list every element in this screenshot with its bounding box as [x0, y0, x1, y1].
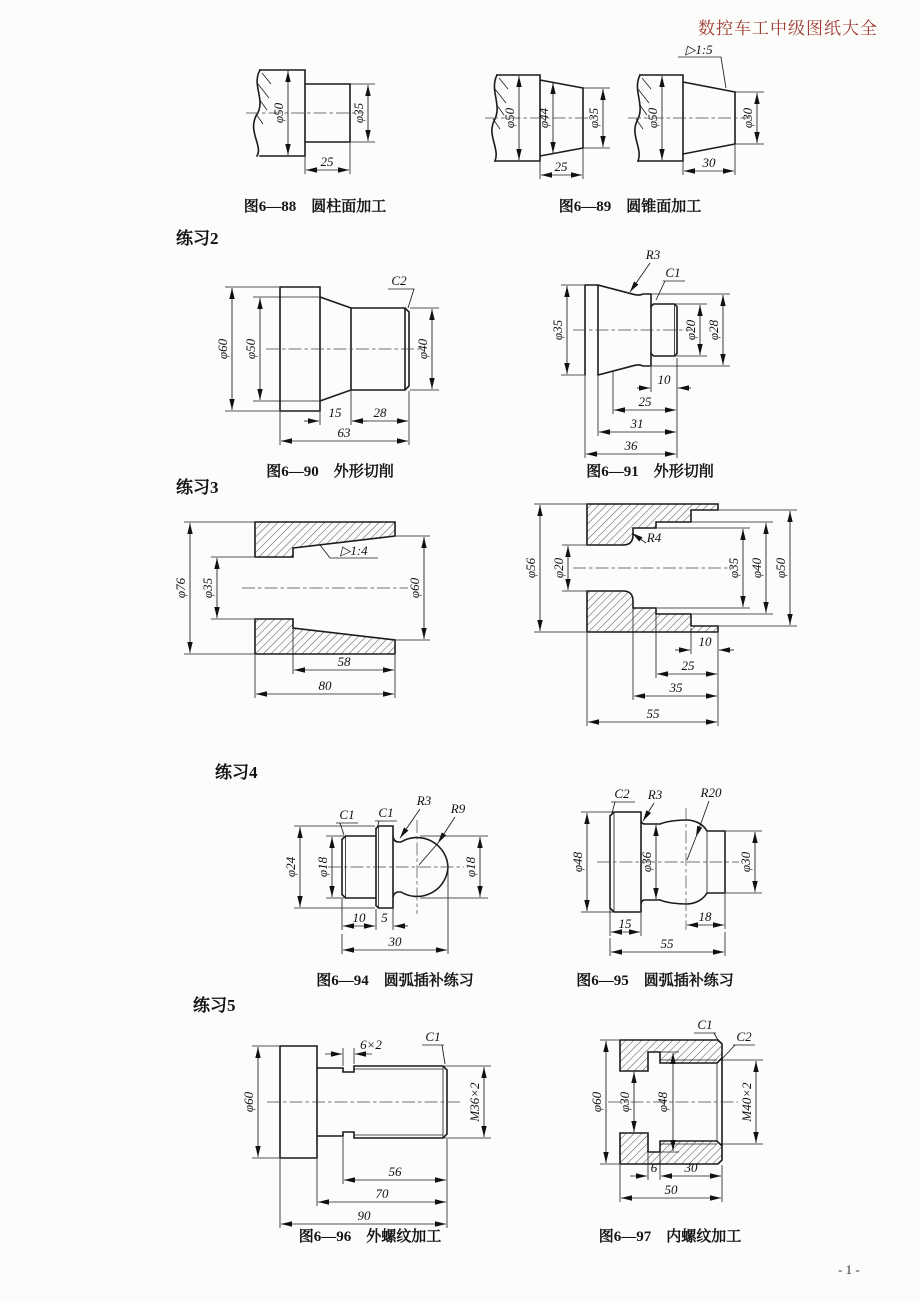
- dim-label: 10: [657, 372, 671, 387]
- figure-6-89-caption: 图6—89 圆锥面加工: [558, 199, 702, 215]
- dimensions: [570, 812, 762, 956]
- groove-note: [325, 1037, 382, 1066]
- dim-label: 15: [328, 405, 342, 420]
- chamfer-note-1: [336, 807, 358, 835]
- radius-label: R4: [646, 530, 662, 545]
- figure-6-89-right-drawing: [622, 38, 817, 203]
- page-title: 数控车工中级图纸大全: [698, 19, 878, 38]
- figure-6-96-drawing: [222, 1018, 522, 1230]
- fillet-note: [643, 787, 663, 821]
- taper-flag: [320, 543, 378, 558]
- dimensions: [283, 826, 488, 954]
- dim-label: φ18: [463, 856, 478, 878]
- sphere-note: [419, 801, 466, 865]
- chamfer-label: C1: [339, 807, 355, 822]
- chamfer-note: [422, 1029, 445, 1064]
- dim-label: φ20: [551, 557, 566, 579]
- figure-6-88-caption: 图6—88 圆柱面加工: [243, 199, 387, 215]
- dim-label: 15: [618, 916, 632, 931]
- dim-label: 25: [681, 658, 695, 673]
- dim-label: 25: [320, 154, 334, 169]
- dim-label: φ35: [586, 107, 601, 129]
- dim-label: φ60: [407, 577, 422, 599]
- dim-label: 25: [554, 159, 568, 174]
- fillet-note: [630, 247, 661, 292]
- dim-label: 30: [702, 155, 716, 170]
- dim-label: φ28: [706, 319, 721, 341]
- dim-label: 18: [698, 909, 712, 924]
- radius-label: R3: [416, 793, 432, 808]
- dim-label: φ35: [200, 577, 215, 599]
- dim-label: φ30: [740, 107, 755, 129]
- dimensions: [589, 1040, 763, 1202]
- dim-label: 36: [624, 438, 638, 453]
- dim-label: φ40: [749, 557, 764, 579]
- dim-label: φ20: [683, 319, 698, 341]
- dim-label: φ50: [271, 102, 286, 124]
- break-hatch: [256, 73, 271, 124]
- dim-label: 28: [373, 405, 387, 420]
- dimensions: [502, 76, 610, 179]
- dim-label: φ18: [315, 856, 330, 878]
- figure-6-91-drawing: [550, 247, 763, 463]
- dim-label: φ60: [589, 1091, 604, 1113]
- figure-6-90-drawing: [192, 263, 472, 463]
- dim-label: M40×2: [739, 1082, 754, 1122]
- chamfer-label: C1: [378, 805, 394, 820]
- groove-label: 6×2: [360, 1037, 382, 1052]
- dim-label: 10: [698, 634, 712, 649]
- dim-label: φ50: [243, 338, 258, 360]
- dim-label: 35: [669, 680, 683, 695]
- dim-label: φ48: [570, 851, 585, 873]
- sphere-note: [687, 785, 722, 860]
- fillet-note: [400, 793, 432, 838]
- dim-label: 30: [684, 1160, 698, 1175]
- dim-label: φ36: [639, 851, 654, 873]
- dim-label: 30: [388, 934, 402, 949]
- hatch-top: [620, 1040, 722, 1071]
- exercise-3-right-drawing: [518, 492, 818, 737]
- taper-label: ▷1:5: [685, 42, 713, 57]
- dim-label: φ50: [773, 557, 788, 579]
- hatch-bottom: [620, 1133, 722, 1164]
- dim-label: 5: [381, 910, 388, 925]
- chamfer-note-inner: [721, 1029, 755, 1060]
- page-number: - 1 -: [838, 1262, 860, 1277]
- figure-6-90-caption: 图6—90 外形切削: [266, 464, 394, 480]
- dimensions: [645, 76, 764, 175]
- chamfer-label: C1: [665, 265, 681, 280]
- exercise-5-label: 练习5: [193, 996, 236, 1015]
- dim-label: 31: [630, 416, 644, 431]
- chamfer-label: C2: [736, 1029, 752, 1044]
- figure-6-95-drawing: [555, 780, 805, 965]
- dim-label: φ44: [536, 107, 551, 129]
- radius-label: R3: [645, 247, 661, 262]
- radius-label: R9: [450, 801, 466, 816]
- taper-label: ▷1:4: [340, 543, 368, 558]
- dim-label: 90: [357, 1208, 371, 1223]
- chamfer-note: [611, 786, 635, 813]
- dim-label: φ50: [645, 107, 660, 129]
- chamfer-note-2: [375, 805, 397, 827]
- fillet-note: [632, 530, 662, 545]
- dim-label: M36×2: [467, 1082, 482, 1122]
- dimensions: [241, 1046, 491, 1228]
- figure-6-88-drawing: [230, 58, 430, 188]
- chamfer-label: C1: [697, 1017, 713, 1032]
- dim-label: φ60: [215, 338, 230, 360]
- dim-label: 55: [646, 706, 660, 721]
- figure-6-94-drawing: [248, 782, 508, 967]
- exercise-3-label: 练习3: [176, 478, 219, 497]
- dim-label: φ76: [173, 577, 188, 599]
- exercise-3-left-drawing: [162, 498, 452, 713]
- chamfer-label: C2: [614, 786, 630, 801]
- dim-label: 10: [352, 910, 366, 925]
- chamfer-note: [388, 273, 414, 308]
- dim-label: φ56: [523, 557, 538, 579]
- dim-label: 50: [664, 1182, 678, 1197]
- dim-label: φ35: [351, 102, 366, 124]
- taper-flag: [678, 42, 726, 88]
- radius-label: R3: [647, 787, 663, 802]
- figure-6-97-caption: 图6—97 内螺纹加工: [598, 1229, 742, 1245]
- dim-label: 80: [318, 678, 332, 693]
- dim-label: 25: [638, 394, 652, 409]
- dim-label: φ50: [502, 107, 517, 129]
- hatch-bottom: [255, 619, 395, 654]
- dim-label: φ40: [415, 338, 430, 360]
- figure-6-96-caption: 图6—96 外螺纹加工: [298, 1229, 442, 1245]
- radius-label: R20: [700, 785, 722, 800]
- chamfer-note: [656, 265, 685, 300]
- dim-label: φ35: [550, 319, 565, 341]
- dim-label: φ48: [655, 1091, 670, 1113]
- figure-6-95-caption: 图6—95 圆弧插补练习: [576, 973, 734, 989]
- chamfer-label: C1: [425, 1029, 441, 1044]
- chamfer-label: C2: [391, 273, 407, 288]
- dimensions: [173, 522, 430, 698]
- dim-label: 70: [375, 1186, 389, 1201]
- figure-6-94-caption: 图6—94 圆弧插补练习: [316, 973, 474, 989]
- dim-label: φ24: [283, 856, 298, 878]
- dim-label: 58: [337, 654, 351, 669]
- dim-label: 56: [388, 1164, 402, 1179]
- dimensions: [550, 285, 730, 458]
- dim-label: 6: [650, 1160, 658, 1175]
- exercise-4-label: 练习4: [215, 763, 258, 782]
- figure-6-97-drawing: [578, 1018, 808, 1213]
- chamfer-note-outer: [694, 1017, 719, 1042]
- dim-label: φ30: [617, 1091, 632, 1113]
- figure-6-91-caption: 图6—91 外形切削: [586, 464, 714, 480]
- exercise-2-label: 练习2: [176, 229, 219, 248]
- dim-label: φ30: [738, 851, 753, 873]
- dim-label: 55: [660, 936, 674, 951]
- dim-label: φ60: [241, 1091, 256, 1113]
- dim-label: 63: [337, 425, 351, 440]
- dim-label: φ35: [726, 557, 741, 579]
- dimensions: [271, 71, 375, 174]
